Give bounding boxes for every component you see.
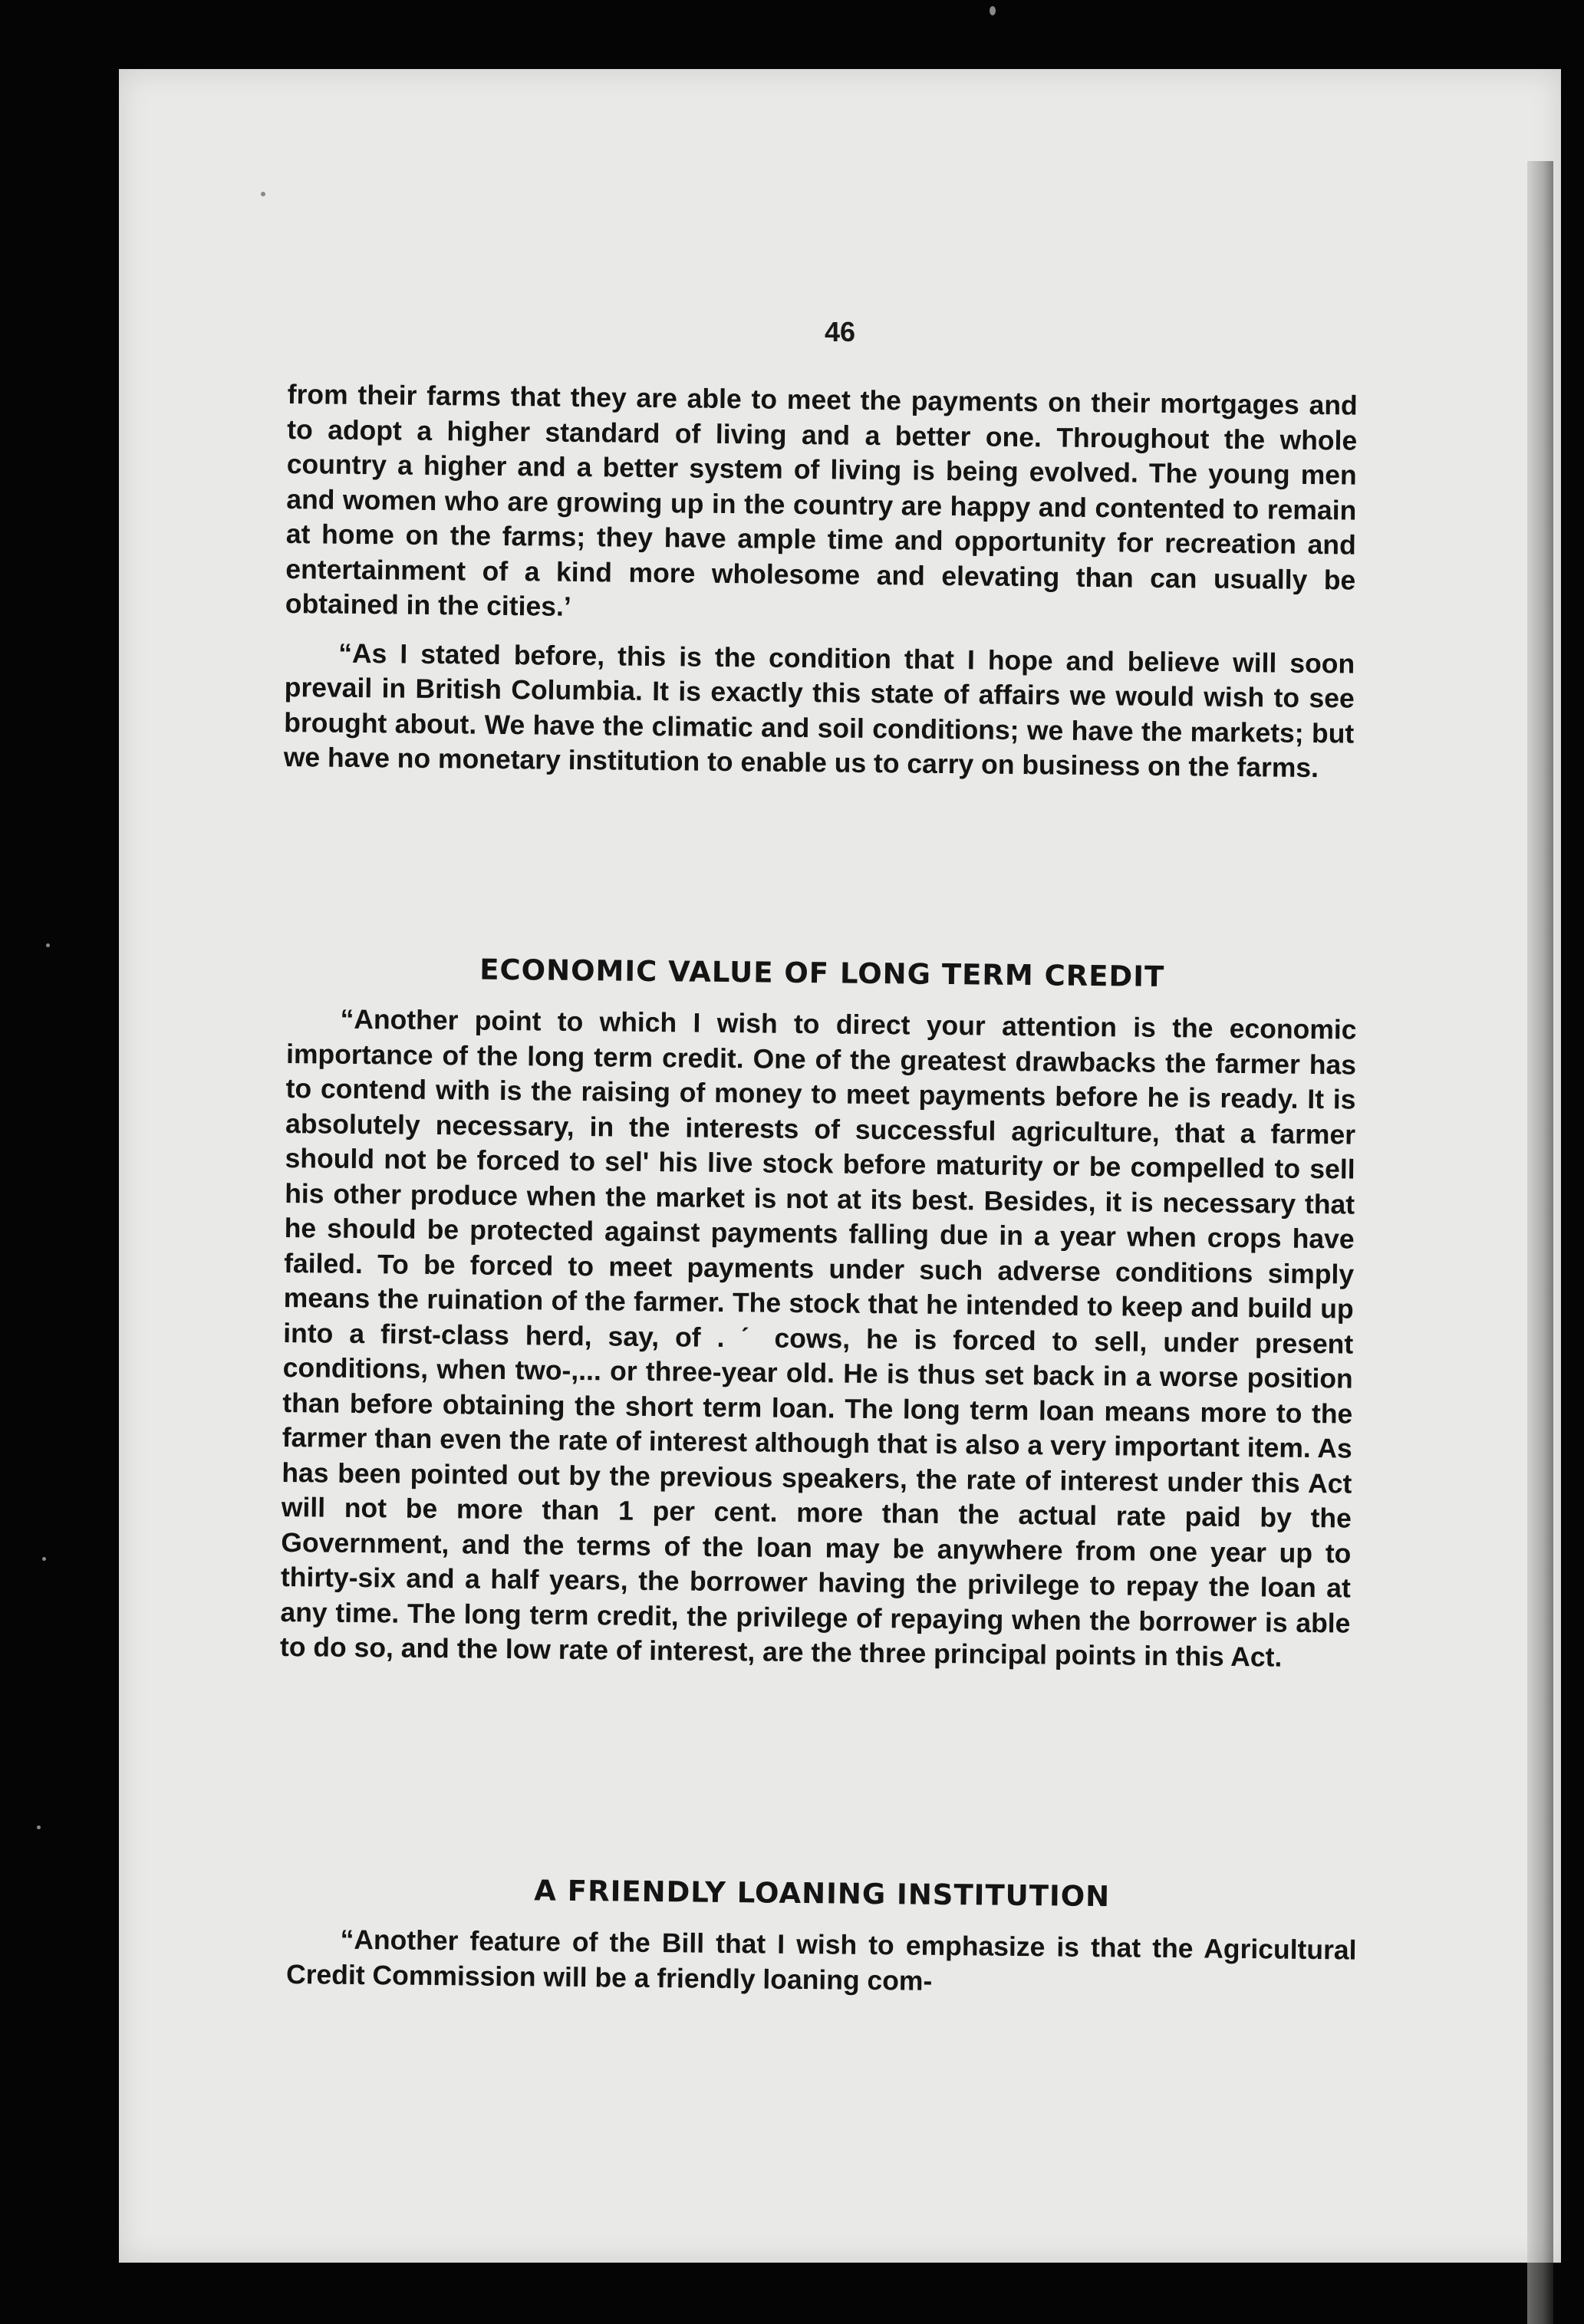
paragraph-long-term-credit: “Another point to which I wish to direct your attention is the economic importance of the long term credit. One of the greatest drawbacks the farmer has to contend with is the raising of money to meet payments before he is ready. It is absolutely necessary, in the interests of successful agriculture, that a farmer should not be forced to sel' his live stock before maturity or be compelled to sell his other produce when the market is not at its best. Besides, it is necessary that he should be protected against payments falling due in a year when crops have failed. To be forced to meet payments under such adverse conditions simply means the ruination of the farmer. The stock that he intended to keep and build up into a first-class herd, say, of . ˊ cows, he is forced to sell, under present conditions, when two-,... or three-year old. He is thus set back in a worse position than before obtaining the short term loan. The long term loan means more to the farmer than even the rate of interest although that is also a very important item. As has been pointed out by the previous speakers, the rate of interest under this Act will not be more than 1 per cent. more than the actual rate paid by the Government, and the terms of the loan may be anywhere from one year up to thirty-six and a half years, the borrower having the privilege to repay the loan at any time. The long term credit, the privilege of repaying when the borrower is able to do so, and the low rate of interest, are the three principal points in this Act. [279,1003,1357,1673]
page-number: 46 [824,316,856,347]
scan-speck [261,192,265,196]
paragraph-continued: from their farms that they are able to meet the payments on their mortgages and to adopt a higher standard of living and a better one. Throughout the whole country a higher and a better system of living is being evolved. The young men and women who are growing up in the country are happy and contented to remain at home on the farms; they have ample time and opportunity for recreation and entertainment of a kind more wholesome and elevating than can usually be obtained in the cities.’ [285,378,1358,622]
section-heading-friendly-loaning: A FRIENDLY LOANING INSTITUTION [534,1874,1111,1914]
page-edge-shadow [1527,161,1553,2324]
scan-speck [42,1557,46,1561]
scan-speck [37,1825,41,1829]
body-text-top [284,377,1358,786]
section-heading-long-term-credit: ECONOMIC VALUE OF LONG TERM CREDIT [479,953,1165,993]
scan-speck [990,6,996,15]
paragraph-british-columbia: “As I stated before, this is the condition that I hope and believe will soon prevail in British Columbia. It is exactly this state of affairs we would wish to see brought about. We have the climatic and soil conditions; we have the markets; but we have no monetary institution to enable us to carry on business on the farms. [283,637,1355,784]
paragraph-friendly-loaning: “Another feature of the Bill that I wish to emphasize is that the Agricultural Credit Commission will be a friendly loaning com- [285,1924,1357,1996]
section-long-term-credit [280,914,1358,1676]
scan-speck [46,943,50,947]
section-friendly-loaning [286,1835,1358,2003]
